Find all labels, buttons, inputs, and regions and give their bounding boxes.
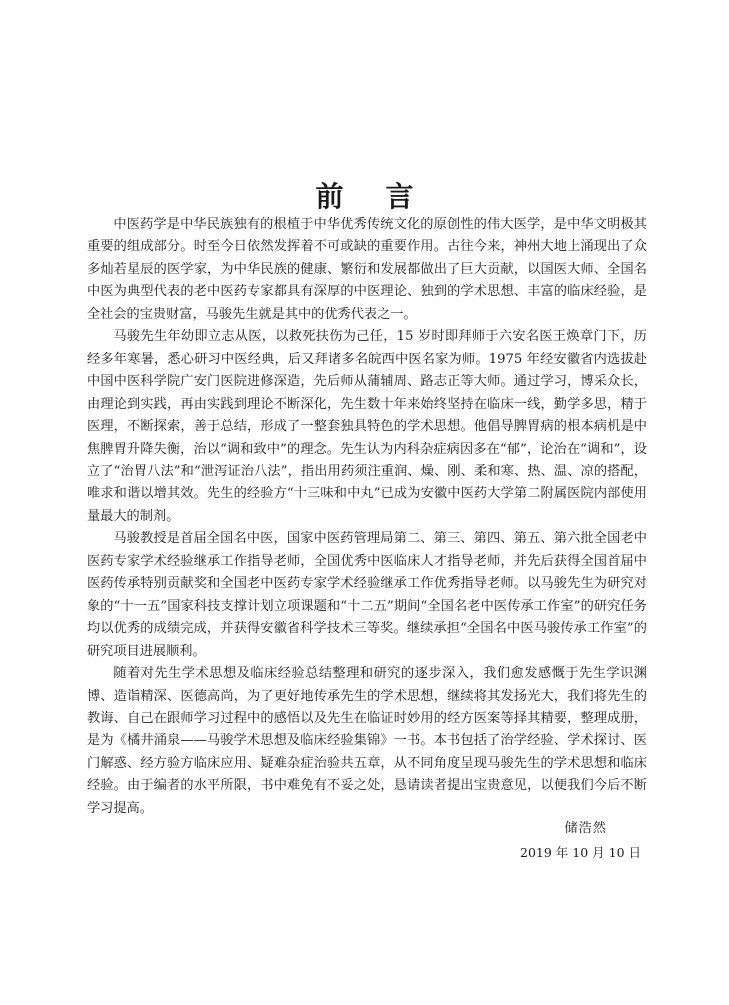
signature-date: 2019 年 10 月 10 日: [520, 845, 641, 860]
paragraph-1: 中医药学是中华民族独有的根植于中华优秀传统文化的原创性的伟大医学，是中华文明极其重要的组成部分。时至今日依然发挥着不可或缺的重要作用。古往今来，神州大地上涌现出了众多灿若星辰的医学家，为中华民族的健康、繁衍和发展都做出了巨大贡献，以国医大师、全国名中医为典型代表的老中医药专家都具有深厚的中医理论、独到的学术思想、丰富的临床经验，是全社会的宝贵财富，马骏先生就是其中的优秀代表之一。: [87, 217, 647, 322]
paragraph-4: 随着对先生学术思想及临床经验总结整理和研究的逐步深入，我们愈发感慨于先生学识渊博、造诣精深、医德高尚，为了更好地传承先生的学术思想，继续将其发扬光大，我们将先生的教诲、自己在跟师学习过程中的感悟以及先生在临证时妙用的经方医案等择其精要，整理成册，是为《橘井涌泉——马骏学术思想及临床经验集锦》一书。本书包括了治学经验、学术探讨、医门解惑、经方验方临床应用、疑难杂症治验共五章，从不同角度呈现马骏先生的学术思想和临床经验。由于编者的水平所限，书中难免有不妥之处，恳请读者提出宝贵意见，以便我们今后不断学习提高。: [87, 666, 647, 816]
paragraph-3: 马骏教授是首届全国名中医，国家中医药管理局第二、第三、第四、第五、第六批全国老中医药专家学术经验继承工作指导老师，全国优秀中医临床人才指导老师，并先后获得全国首届中医药传承特别贡献奖和全国老中医药专家学术经验继承工作优秀指导老师。以马骏先生为研究对象的“十一五”国家科技支撑计划立项课题和“十二五”期间“全国名老中医传承工作室”的研究任务均以优秀的成绩完成，并获得安徽省科学技术三等奖。继续承担“全国名中医马骏传承工作室”的研究项目进展顺利。: [87, 531, 647, 659]
paragraph-2: 马骏先生年幼即立志从医，以救死扶伤为己任，15 岁时即拜师于六安名医王焕章门下，历经多年寒暑，悉心研习中医经典，后又拜诸多名皖西中医名家为师。1975 年经安徽省内选拔赴中国中医科学院广安门医院进修深造，先后师从蒲辅周、路志正等大师。通过学习，博采众长，由理论到实践，再由实践到理论不断深化，先生数十年来始终坚持在临床一线，勤学多思，精于医理，不断探索，善于总结，形成了一整套独具特色的学术思想。他倡导脾胃病的根本病机是中焦脾胃升降失衡，治以“调和致中”的理念。先生认为内科杂症病因多在“郁”，论治在“调和”，设立了“治胃八法”和“泄泻证治八法”，指出用药须注重润、燥、刚、柔和寒、热、温、凉的搭配，唯求和谐以增其效。先生的经验方“十三味和中丸”已成为安徽中医药大学第二附属医院内部使用量最大的制剂。: [87, 329, 647, 524]
author-name: 储浩然: [564, 821, 607, 836]
page-title: 前言: [315, 179, 456, 213]
signature-block: [520, 818, 641, 864]
preface-body: [87, 214, 647, 820]
